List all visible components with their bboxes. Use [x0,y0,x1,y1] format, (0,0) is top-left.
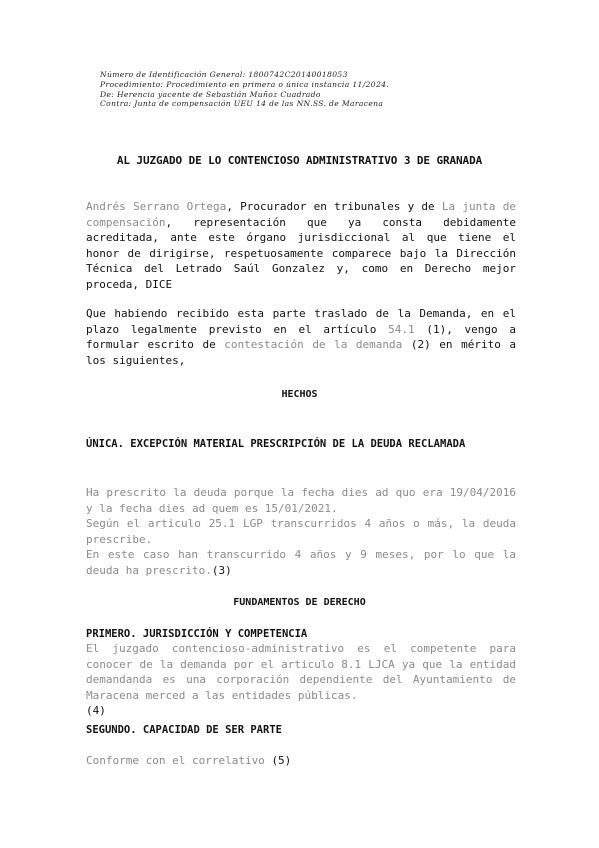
unica-heading: ÚNICA. EXCEPCIÓN MATERIAL PRESCRIPCIÓN DE LA DEUDA RECLAMADA [86,438,466,450]
footnote-5: (5) [271,754,292,767]
contestacion-reference: contestación de la demanda [224,338,403,351]
unica-body [86,485,516,578]
second-text-2: (1), vengo a formular escrito de [86,322,516,351]
segundo-text: Conforme con el correlativo [86,754,265,767]
case-id-line: Número de Identificación General: 1800742C20140018053 [100,70,348,79]
segundo-body [86,753,516,769]
intro-paragraph [86,199,516,292]
segundo-heading: SEGUNDO. CAPACIDAD DE SER PARTE [86,724,282,736]
unica-text-3: En este caso han transcurrido 4 años y 9 meses, por lo que la deuda ha prescrito.(3) [86,548,516,577]
intro-text-1: , Procurador en tribunales y de [226,200,442,213]
procedure-line: Procedimiento: Procedimiento en primera o única instancia 11/2024. [100,79,390,89]
footnote-3: (3) [211,563,232,577]
second-text-3: (2) en mérito a los siguientes, [86,338,517,367]
court-title: AL JUZGADO DE LO CONTENCIOSO ADMINISTRATIVO 3 DE GRANADA [116,154,483,167]
second-text-1: Que habiendo recibido esta parte traslado de la Demanda, en el plazo legalmente previsto en el artículo [86,307,516,336]
attorney-name: Andrés Serrano Ortega [86,200,227,213]
case-header [100,70,389,109]
primero-heading: PRIMERO. JURISDICCIÓN Y COMPETENCIA [86,628,308,640]
hechos-heading: HECHOS [281,389,318,400]
represented-entity: La junta de compensación [86,200,516,229]
second-paragraph [86,306,516,368]
unica-text-2: Según el articulo 25.1 LGP transcurridos 4 años o más, la deuda prescribe. [86,517,516,546]
article-reference: 54.1 [388,322,415,336]
intro-text-2: , representación que ya consta debidamente acreditada, ante este órgano jurisdiccional al que tiene el honor de dirigirse, respetuosamente comparece bajo la Dirección Técnica del Letrado Saúl Gonzalez y, como en Derecho mejor proceda, DICE [86,215,516,291]
defendant-line: Contra: Junta de compensación UEU 14 de las NN.SS. de Maracena [100,99,384,109]
unica-text-1: Ha prescrito la deuda porque la fecha dies ad quo era 19/04/2016 y la fecha dies ad quem es 15/01/2021. [86,486,516,515]
plaintiff-line: De: Herencia yacente de Sebastián Muñoz Cuadrado [100,89,321,99]
footnote-4: (4) [86,704,106,717]
primero-text: El juzgado contencioso-administrativo es el competente para conocer de la demanda por el articulo 8.1 LJCA ya que la entidad demandanda es una corporación dependiente del Ayuntamiento de Maracena merced a las entidades públicas. [86,642,516,702]
fundamentos-heading: FUNDAMENTOS DE DERECHO [233,597,366,608]
primero-body [86,641,516,719]
